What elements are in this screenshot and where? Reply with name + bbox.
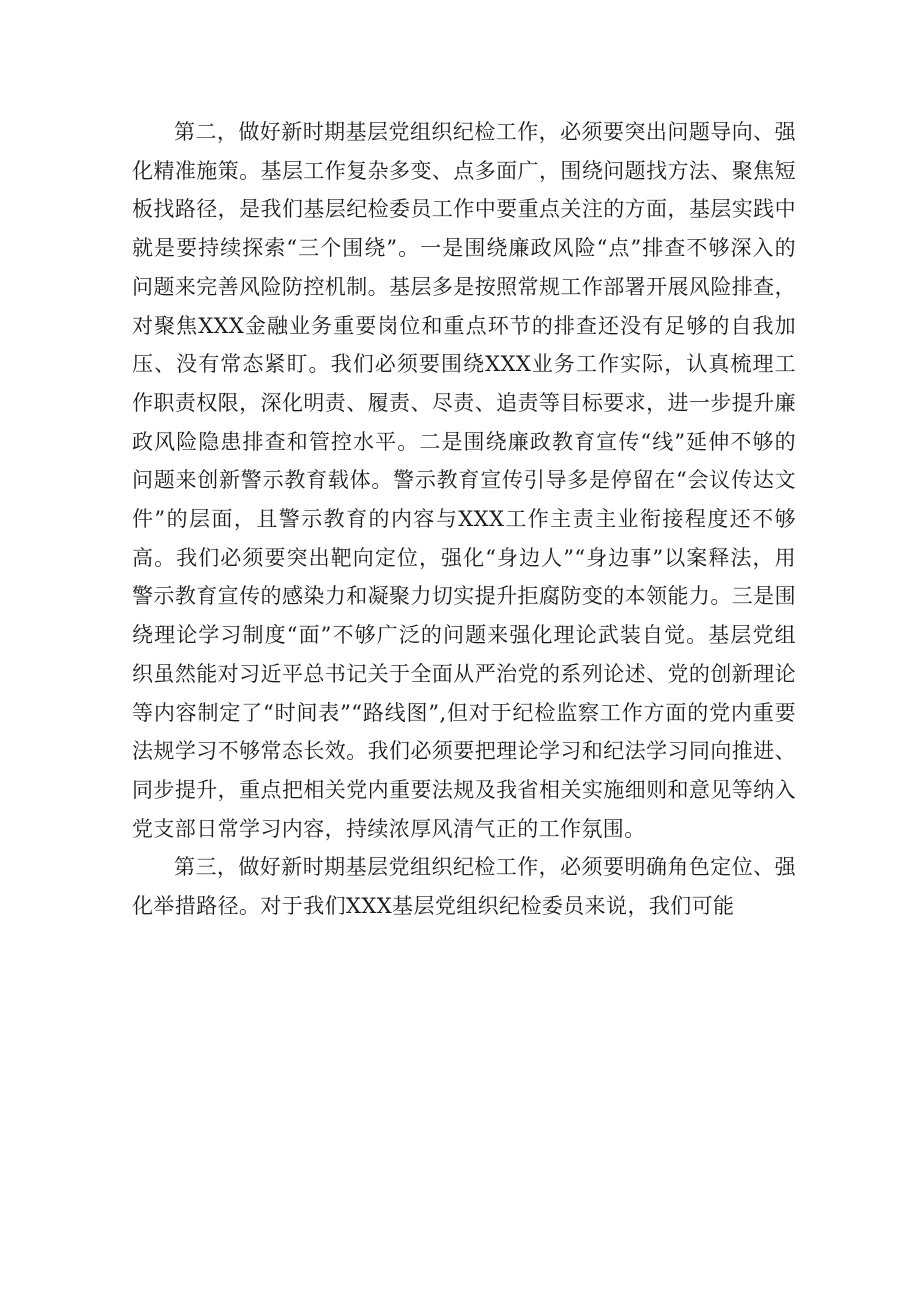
paragraph-second-point: 第二，做好新时期基层党组织纪检工作，必须要突出问题导向、强化精准施策。基层工作复杂多变、点多面广，围绕问题找方法、聚焦短板找路径，是我们基层纪检委员工作中要重点关注的方面，基层实践中就是要持续探索“三个围绕”。一是围绕廉政风险“点”排查不够深入的问题来完善风险防控机制。基层多是按照常规工作部署开展风险排查，对聚焦XXX金融业务重要岗位和重点环节的排查还没有足够的自我加压、没有常态紧盯。我们必须要围绕XXX业务工作实际，认真梳理工作职责权限，深化明责、履责、尽责、追责等目标要求，进一步提升廉政风险隐患排查和管控水平。二是围绕廉政教育宣传“线”延伸不够的问题来创新警示教育载体。警示教育宣传引导多是停留在“会议传达文件”的层面，且警示教育的内容与XXX工作主责主业衔接程度还不够高。我们必须要突出靶向定位，强化“身边人”“身边事”以案释法，用警示教育宣传的感染力和凝聚力切实提升拒腐防变的本领能力。三是围绕理论学习制度“面”不够广泛的问题来强化理论武装自觉。基层党组织虽然能对习近平总书记关于全面从严治党的系列论述、党的创新理论等内容制定了“时间表”“路线图”,但对于纪检监察工作方面的党内重要法规学习不够常态长效。我们必须要把理论学习和纪法学习同向推进、同步提升，重点把相关党内重要法规及我省相关实施细则和意见等纳入党支部日常学习内容，持续浓厚风清气正的工作氛围。 <box>132 120 796 841</box>
document-body <box>132 113 796 926</box>
paragraph-third-point: 第三，做好新时期基层党组织纪检工作，必须要明确角色定位、强化举措路径。对于我们XXX基层党组织纪检委员来说，我们可能 <box>132 855 796 919</box>
